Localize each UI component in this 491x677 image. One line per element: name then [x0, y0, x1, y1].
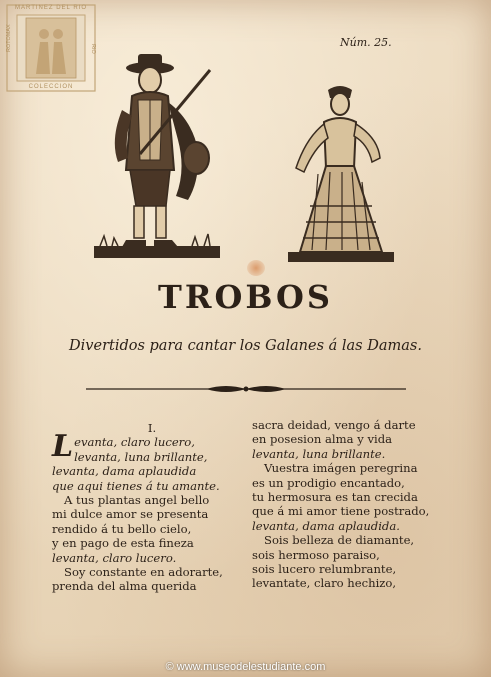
watermark-footer: © www.museodelestudiante.com — [165, 661, 326, 673]
verse-line-text: evanta, claro lucero, — [74, 435, 195, 450]
page-subtitle: Divertidos para cantar los Galanes á las Damas. — [69, 338, 422, 354]
verse-line: sacra deidad, vengo á darte — [252, 418, 416, 432]
verse-line: que á mi amor tiene postrado, — [252, 504, 430, 519]
verse-line: rendido á tu bello cielo, — [52, 521, 192, 536]
verse-line: sois lucero relumbrante, — [252, 562, 397, 577]
verse-line: sois hermoso paraiso, — [252, 547, 380, 562]
left-text-column — [52, 421, 252, 594]
gallant-woodcut-image — [92, 50, 222, 262]
right-text-column — [252, 418, 452, 591]
verse-line: levantate, claro hechizo, — [252, 576, 397, 591]
verse-line: es un prodigio encantado, — [252, 475, 405, 490]
verse-line: levanta, dama aplaudida. — [252, 518, 400, 533]
collection-stamp — [6, 4, 96, 92]
verse-line: en posesion alma y vida — [252, 432, 393, 447]
page-title: TROBOS — [158, 278, 333, 316]
verse-line: y en pago de esta fineza — [52, 536, 194, 551]
verse-line: levanta, luna brillante. — [252, 446, 386, 461]
stamp-bottom-text: COLECCION — [28, 84, 74, 90]
stanza-number: I. — [147, 421, 157, 435]
verse-line: levanta, claro lucero. — [52, 550, 177, 565]
verse-line: prenda del alma querida — [52, 579, 197, 594]
verse-line: Sois belleza de diamante, — [264, 533, 415, 548]
ornamental-divider-icon — [86, 383, 406, 395]
verse-line: tu hermosura es tan crecida — [252, 490, 418, 505]
verse-line: levanta, dama aplaudida — [52, 464, 197, 479]
svg-text:RIO: RIO — [90, 44, 96, 54]
issue-number: Núm. 25. — [340, 36, 392, 49]
verse-line: A tus plantas angel bello — [64, 493, 210, 508]
verse-line: Vuestra imágen peregrina — [264, 461, 418, 476]
svg-text:ROTOMAX: ROTOMAX — [6, 24, 12, 52]
verse-line: Soy constante en adorarte, — [64, 565, 223, 580]
stamp-top-text: MARTINEZ DEL RIO — [14, 5, 87, 11]
verse-line: mi dulce amor se presenta — [52, 507, 209, 522]
stamp-border-icon — [6, 4, 96, 92]
verse-line: que aqui tienes á tu amante. — [52, 478, 220, 493]
verse-line: levanta, luna brillante, — [74, 449, 208, 464]
drop-cap: L — [52, 429, 74, 465]
paper-stain — [247, 260, 265, 276]
lady-woodcut-image — [286, 82, 396, 266]
